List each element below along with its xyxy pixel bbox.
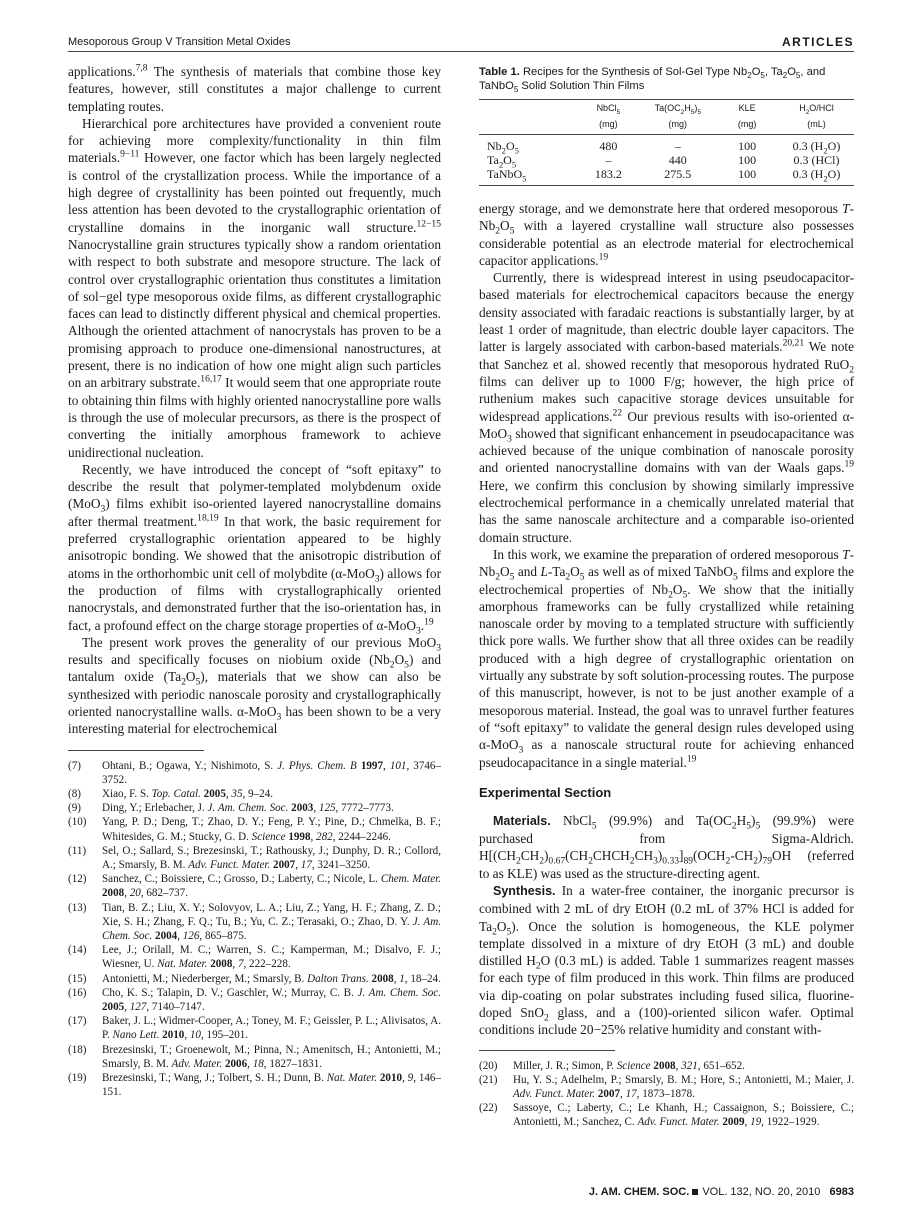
reference-text: Brezesinski, T.; Groenewolt, M.; Pinna, N.; Amenitsch, H.; Antonietti, M.; Smarsly, B. M. Adv. Mater. 2006, 18, 1827–1831.	[102, 1043, 441, 1070]
footnote-rule-right	[479, 1050, 615, 1051]
table-unit-cell: (mL)	[779, 116, 854, 135]
right-column	[479, 63, 854, 1130]
reference-item	[479, 1073, 854, 1101]
reference-item	[68, 815, 441, 843]
table-unit-row	[479, 116, 854, 135]
reference-text: Ohtani, B.; Ogawa, Y.; Nishimoto, S. J. Phys. Chem. B 1997, 101, 3746–3752.	[102, 759, 442, 786]
reference-number: (8)	[68, 787, 81, 800]
reference-item	[68, 801, 441, 815]
section-tag: ARTICLES	[782, 35, 854, 49]
table-body	[479, 135, 854, 186]
materials-text: NbCl$_5$ (99.9%) and $Ta(OC_2H_5)_5$ (99.9%) were purchased from Sigma-Aldrich. $H[(CH_2CH_2)_{0.67}(CH_2CHCH_2CH_3)_{0.33}]_{89}(OCH_2-CH_2)_{79}OH$ (referred to as KLE) was used as the structure-directing agent.	[479, 812, 854, 881]
recipe-table	[479, 99, 854, 186]
square-bullet-icon	[692, 1189, 698, 1195]
reference-number: (12)	[68, 873, 87, 886]
reference-number: (18)	[68, 1043, 87, 1056]
liquid-cell: 0.3 $(H_2O)$	[779, 167, 854, 186]
table-header-cell: $H_2O$/HCl	[779, 100, 854, 117]
section-heading-experimental: Experimental Section	[479, 784, 612, 800]
reference-number: (7)	[68, 759, 81, 772]
body-paragraph: Hierarchical pore architectures have provided a convenient route for achieving more complexity/functionality in thin film materials.$^{9-11}$ However, one factor which has been largely neglected is control of the crystallization process. While the importance of a high degree of crystallinity has been pointed out frequently, much less attention has been devoted to the crystallographic orientation of crystalline domains in the inorganic wall structure.$^{12-15}$ Nanocrystalline grain structures typically show a random orientation with respect to both substrate and mesopore structure. The lack of control over crystallographic orientation thus constitutes a limitation of sol−gel type mesoporous oxide films, as different crystallographic faces can lead to distinctly different physical and chemical properties. Although the oriented attachment of nanocrystals has proven to be a promising approach to produce one-dimensional nanostructures, at present, there is no indication of how one might align such particles on an arbitrary substrate.$^{16,17}$ It would seem that one appropriate route to obtaining thin films with highly oriented nanocrystalline pore walls is through the use of molecular precursors, as there is the prospect of converting the initially amorphous framework to achieve unidirectional nucleation.	[68, 115, 441, 460]
materials-paragraph	[479, 812, 854, 882]
reference-text: Brezesinski, T.; Wang, J.; Tolbert, S. H.; Dunn, B. Nat. Mater. 2010, 9, 146–151.	[102, 1072, 442, 1099]
kle-cell: 100	[715, 167, 779, 186]
reference-number: (14)	[68, 944, 87, 957]
reference-number: (13)	[68, 901, 87, 914]
table-unit-cell: (mg)	[577, 116, 641, 135]
table-header-row	[479, 100, 854, 117]
reference-list-left	[68, 759, 441, 1100]
reference-item	[68, 1043, 441, 1071]
table-caption-text: Recipes for the Synthesis of Sol-Gel Type $Nb_2O_5$, $Ta_2O_5$, and TaNbO$_5$ Solid Solution Thin Films	[479, 66, 826, 95]
table-header-cell: NbCl$_5$	[577, 100, 641, 117]
reference-item	[68, 943, 441, 971]
table-unit-cell	[479, 116, 577, 135]
body-paragraph: Currently, there is widespread interest in using pseudocapacitor-based materials for electrochemical capacitors because the energy density associated with faradaic reactions is substantially larger, by at least 1 order of magnitude, than electric double layer capacitors. The latter is largely associated with carbon-based materials.$^{20,21}$ We note that Sanchez et al. showed recently that mesoporous hydrated RuO$_2$ films can deliver up to 1000 F/g; however, the high price of ruthenium makes such capacitive storage devices unsuitable for widespread applications.$^{22}$ Our previous results with iso-oriented α-MoO$_3$ showed that significant enhancement in pseudocapacitance was achieved because of the unique combination of nanoscale porosity and oriented nanocrystalline domains with van der Waals gaps.$^{19}$ Here, we confirm this conclusion by showing similarly impressive electrochemical performance in a chemically unrelated material that has the same nanoscale architecture and a comparable iso-oriented domain structure.	[479, 270, 854, 545]
reference-number: (22)	[479, 1102, 498, 1115]
reference-item	[68, 872, 441, 900]
reference-text: Sel, O.; Sallard, S.; Brezesinski, T.; Rathousky, J.; Dunphy, D. R.; Collord, A.; Smarsly, B. M. Adv. Funct. Mater. 2007, 17, 3241–3250.	[102, 844, 441, 871]
material-cell: TaNbO$_5$	[479, 167, 577, 186]
left-column	[68, 63, 441, 1099]
reference-item	[68, 1071, 441, 1099]
reference-item	[479, 1059, 854, 1073]
reference-number: (21)	[479, 1073, 498, 1086]
taoet-cell: 440	[668, 153, 687, 167]
footnote-rule-left	[68, 750, 204, 751]
running-title: Mesoporous Group V Transition Metal Oxides	[68, 36, 291, 48]
table-1	[479, 65, 854, 186]
taoet-cell: –	[674, 139, 681, 153]
body-paragraph: Recently, we have introduced the concept of “soft epitaxy” to describe the result that polymer-templated molybdenum oxide (MoO$_3$) films exhibit iso-oriented layered nanocrystalline domains after thermal treatment.$^{18,19}$ In that work, the basic requirement for preferred crystallographic orientation appeared to be highly anisotropic bonding. We showed that the anisotropic distribution of atoms in the orthorhombic unit cell of molybdite (α-MoO$_3$) allows for the production of films with crystallographically oriented nanocrystals, and demonstrated further that the iso-orientation has, in fact, a profound effect on the charge storage properties of α-MoO$_3$.$^{19}$	[68, 461, 441, 637]
reference-number: (10)	[68, 816, 87, 829]
reference-text: Antonietti, M.; Niederberger, M.; Smarsly, B. Dalton Trans. 2008, 1, 18–24.	[102, 972, 441, 985]
synthesis-label: Synthesis.	[493, 883, 556, 898]
reference-item	[68, 1014, 441, 1042]
table-header-cell: KLE	[715, 100, 779, 117]
table-unit-cell: (mg)	[715, 116, 779, 135]
reference-text: Lee, J.; Orilall, M. C.; Warren, S. C.; Kamperman, M.; Disalvo, F. J.; Wiesner, U. Nat. Mater. 2008, 7, 222–228.	[102, 944, 441, 971]
reference-list-right	[479, 1059, 854, 1130]
right-body-text	[479, 200, 854, 771]
reference-number: (19)	[68, 1072, 87, 1085]
left-body-text	[68, 63, 441, 738]
header-rule	[68, 51, 854, 52]
table-row	[479, 135, 854, 154]
reference-item	[68, 972, 441, 986]
reference-text: Yang, P. D.; Deng, T.; Zhao, D. Y.; Feng, P. Y.; Pine, D.; Chmelka, B. F.; Whitesides, G. M.; Stucky, G. D. Science 1998, 282, 2244–2246.	[102, 816, 441, 843]
reference-item	[68, 787, 441, 801]
reference-number: (15)	[68, 972, 87, 985]
reference-item	[479, 1101, 854, 1129]
reference-text: Ding, Y.; Erlebacher, J. J. Am. Chem. Soc. 2003, 125, 7772–7773.	[102, 802, 394, 815]
nbcl5-cell: 183.2	[577, 167, 641, 186]
synthesis-text: In a water-free container, the inorganic precursor is combined with 2 mL of dry EtOH (0.2 mL of 37% HCl is added for $Ta_2O_5$). Once the solution is homogeneous, the KLE polymer template dissolved in a mixture of dry EtOH (3 mL) and double distilled $H_2O$ (0.3 mL) is added. Table 1 summarizes reagent masses for each type of film produced in this work. Thin films are produced via dip-coating on polar substrates including fused silica, fluorine-doped SnO$_2$ glass, and a (100)-oriented silicon wafer. Optimal conditions include 20−25% relative humidity and constant with-	[479, 882, 854, 1038]
material-cell: $Ta_2O_5$	[487, 153, 517, 170]
materials-label: Materials.	[493, 813, 551, 828]
taoet-cell: 275.5	[640, 167, 715, 186]
table-row	[479, 153, 854, 167]
reference-item	[68, 844, 441, 872]
table-unit-cell: (mg)	[640, 116, 715, 135]
table-header-cell: $Ta(OC_2H_5)_5$	[640, 100, 715, 117]
reference-text: Hu, Y. S.; Adelhelm, P.; Smarsly, B. M.; Hore, S.; Antonietti, M.; Maier, J. Adv. Funct. Mater. 2007, 17, 1873–1878.	[513, 1073, 854, 1101]
table-caption	[479, 65, 854, 93]
body-paragraph: applications.$^{7,8}$ The synthesis of materials that combine those key features, however, still constitutes a major challenge to current templating routes.	[68, 62, 441, 114]
reference-item	[68, 986, 441, 1014]
reference-text: Baker, J. L.; Widmer-Cooper, A.; Toney, M. F.; Geissler, P. L.; Alivisatos, A. P. Nano Lett. 2010, 10, 195–201.	[102, 1015, 441, 1042]
table-row	[479, 167, 854, 186]
body-paragraph: In this work, we examine the preparation of ordered mesoporous $T-Nb_2O_5$ and $L-Ta_2O_5$ as well as of mixed TaNbO$_5$ films and explore the electrochemical properties of $Nb_2O_5$. We show that the initially amorphous frameworks can be fully crystallized while retaining nanoscale order by moving to a templated structure with sufficiently thick pore walls. We further show that all three oxides can be readily produced with a high degree of crystallographic orientation on virtually any substrate by soft solution-processing routes. The purpose of this manuscript, however, is not to be just another example of a mesoporous material. Instead, the goal was to unravel further features of “soft epitaxy” to validate the general design rules developed using α-MoO$_3$ as a nanoscale structural route for achieving enhanced pseudocapacitance in a single material.$^{19}$	[479, 546, 854, 770]
liquid-cell: 0.3 (HCl)	[793, 153, 840, 167]
reference-number: (9)	[68, 802, 81, 815]
table-header-cell	[479, 100, 577, 117]
reference-text: Tian, B. Z.; Liu, X. Y.; Solovyov, L. A.; Liu, Z.; Yang, H. F.; Zhang, Z. D.; Xie, S. H.; Zhang, F. Q.; Tu, B.; Yu, C. Z.; Terasaki, O.; Zhao, D. Y. J. Am. Chem. Soc. 2004, 126, 865–875.	[102, 901, 441, 943]
nbcl5-cell: –	[605, 153, 612, 167]
kle-cell: 100	[738, 153, 757, 167]
reference-text: Sassoye, C.; Laberty, C.; Le Khanh, H.; Cassaignon, S.; Boissiere, C.; Antonietti, M.; Sanchez, C. Adv. Funct. Mater. 2009, 19, 1922–1929.	[513, 1102, 854, 1129]
kle-cell: 100	[738, 139, 757, 153]
reference-number: (16)	[68, 986, 87, 999]
reference-number: (11)	[68, 844, 87, 857]
footer-volume: VOL. 132, NO. 20, 2010	[702, 1186, 821, 1198]
body-paragraph: The present work proves the generality of our previous MoO$_3$ results and specifically focuses on niobium oxide $(Nb_2O_5)$ and tantalum oxide $(Ta_2O_5)$, materials that we show can also be synthesized with periodic nanoscale porosity and crystallographically oriented nanocrystalline walls. α-MoO$_3$ has been shown to be a very interesting material for electrochemical	[68, 634, 441, 737]
reference-text: Sanchez, C.; Boissiere, C.; Grosso, D.; Laberty, C.; Nicole, L. Chem. Mater. 2008, 20, 682–737.	[102, 873, 441, 900]
body-paragraph: energy storage, and we demonstrate here that ordered mesoporous $T-Nb_2O_5$ with a layered crystalline wall structure also possesses considerable potential as an electrode material for electrochemical capacitor applications.$^{19}$	[479, 201, 854, 268]
page-footer	[589, 1186, 854, 1198]
footer-journal: J. AM. CHEM. SOC.	[588, 1186, 690, 1198]
table-caption-label: Table 1.	[479, 66, 520, 78]
reference-text: Xiao, F. S. Top. Catal. 2005, 35, 9–24.	[102, 787, 274, 800]
reference-item	[68, 759, 441, 787]
reference-text: Cho, K. S.; Talapin, D. V.; Gaschler, W.; Murray, C. B. J. Am. Chem. Soc. 2005, 127, 7140–7147.	[102, 986, 441, 1014]
synthesis-paragraph	[479, 882, 854, 1039]
liquid-cell: 0.3 $(H_2O)$	[792, 139, 841, 156]
reference-number: (17)	[68, 1015, 87, 1028]
footer-page-number: 6983	[829, 1186, 854, 1198]
reference-text: Miller, J. R.; Simon, P. Science 2008, 321, 651–652.	[513, 1059, 745, 1072]
nbcl5-cell: 480	[599, 139, 618, 153]
reference-item	[68, 901, 441, 944]
material-cell: $Nb_2O_5$	[487, 139, 519, 156]
reference-number: (20)	[479, 1059, 498, 1072]
